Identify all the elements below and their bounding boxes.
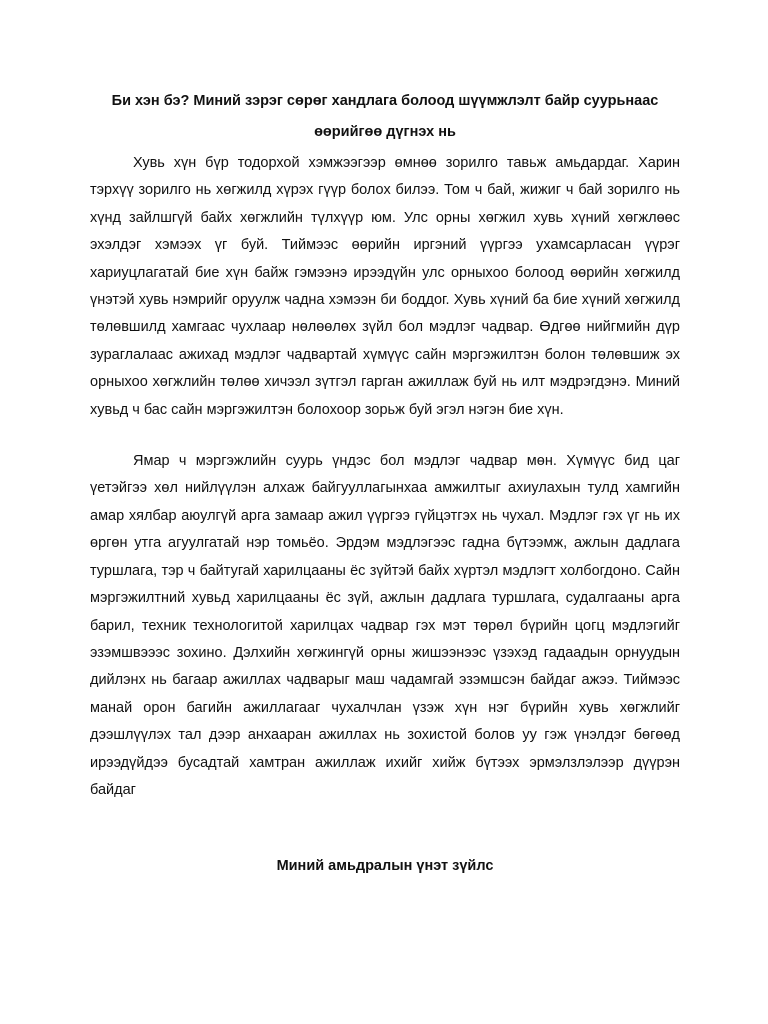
document-body: [90, 150, 680, 828]
section-heading: Миний амьдралын үнэт зүйлс: [276, 858, 494, 874]
paragraph-2: Ямар ч мэргэжлийн суурь үндэс бол мэдлэг чадвар мөн. Хүмүүс бид цаг үетэйгээ хөл нийлүүлэн алхаж байгууллагынхаа амжилтыг ахиулахын тулд хамгийн амар хялбар аюулгүй арга замаар ажил үүргээ гүйцэтгэх нь чухал. Мэдлэг гэх үг нь их өргөн утга агуулгатай нэр томьёо. Эрдэм мэдлэгээс гадна бүтээмж, ажлын дадлага туршлага, тэр ч байтугай харилцааны ёс зүйтэй байх хүртэл мэдлэгт холбогдоно. Сайн мэргэжилтний хувьд харилцааны ёс зүй, ажлын дадлага туршлага, судалгааны арга барил, техник технологитой харилцах чадвар гэх мэт төрөл бүрийн цогц мэдлэгийг эзэмшвэээс зохино. Дэлхийн хөгжингүй орны жишээнээс үзэхэд гадаадын орнуудын дийлэнх нь багаар ажиллах чадварыг маш чадамгай эзэмшсэн байдаг ажээ. Тиймээс манай орон багийн ажиллагааг чухалчлан үзэж хүн нэг бүрийн хувь хөгжлийг дээшлүүлэх тал дээр анхааран ажиллах нь зохистой болов уу гэж үнэлдэг бөгөөд ирээдүйдээ бусадтай хамтран ажиллаж ихийг хийж бүтээх эрмэлзлэлээр дүүрэн байдаг: [90, 453, 680, 798]
paragraph-1: Хувь хүн бүр тодорхой хэмжээгээр өмнөө зорилго тавьж амьдардаг. Харин тэрхүү зорилго нь хөгжилд хүрэх гүүр болох билээ. Том ч бай, жижиг ч бай зорилго нь хүнд зайлшгүй байх хөгжлийн түлхүүр юм. Улс орны хөгжил хувь хүний хөгжлөөс эхэлдэг хэмээх үг буй. Тиймээс өөрийн иргэний үүргээ ухамсарласан үүрэг хариуцлагатай бие хүн байж гэмээнэ ирээдүйн улс орныхоо болоод өөрийн хөгжилд үнэтэй хувь нэмрийг оруулж чадна хэмээн би боддог. Хувь хүний ба бие хүний хөгжилд төлөвшилд хамгаас чухлаар нөлөөлөх зүйл бол мэдлэг чадвар. Өдгөө нийгмийн дүр зураглалаас ажихад мэдлэг чадвартай хүмүүс сайн мэргэжилтэн болон төлөвшиж эх орныхоо хөгжлийн төлөө хичээл зүтгэл гарган ажиллаж буй нь илт мэдрэгдэнэ. Миний хувьд ч бас сайн мэргэжилтэн болохоор зорьж буй эгэл нэгэн бие хүн.: [90, 155, 680, 418]
document-title: Би хэн бэ? Миний зэрэг сөрөг хандлага болоод шүүмжлэлт байр суурьнаас өөрийгөө дүгнэх нь: [111, 93, 659, 140]
